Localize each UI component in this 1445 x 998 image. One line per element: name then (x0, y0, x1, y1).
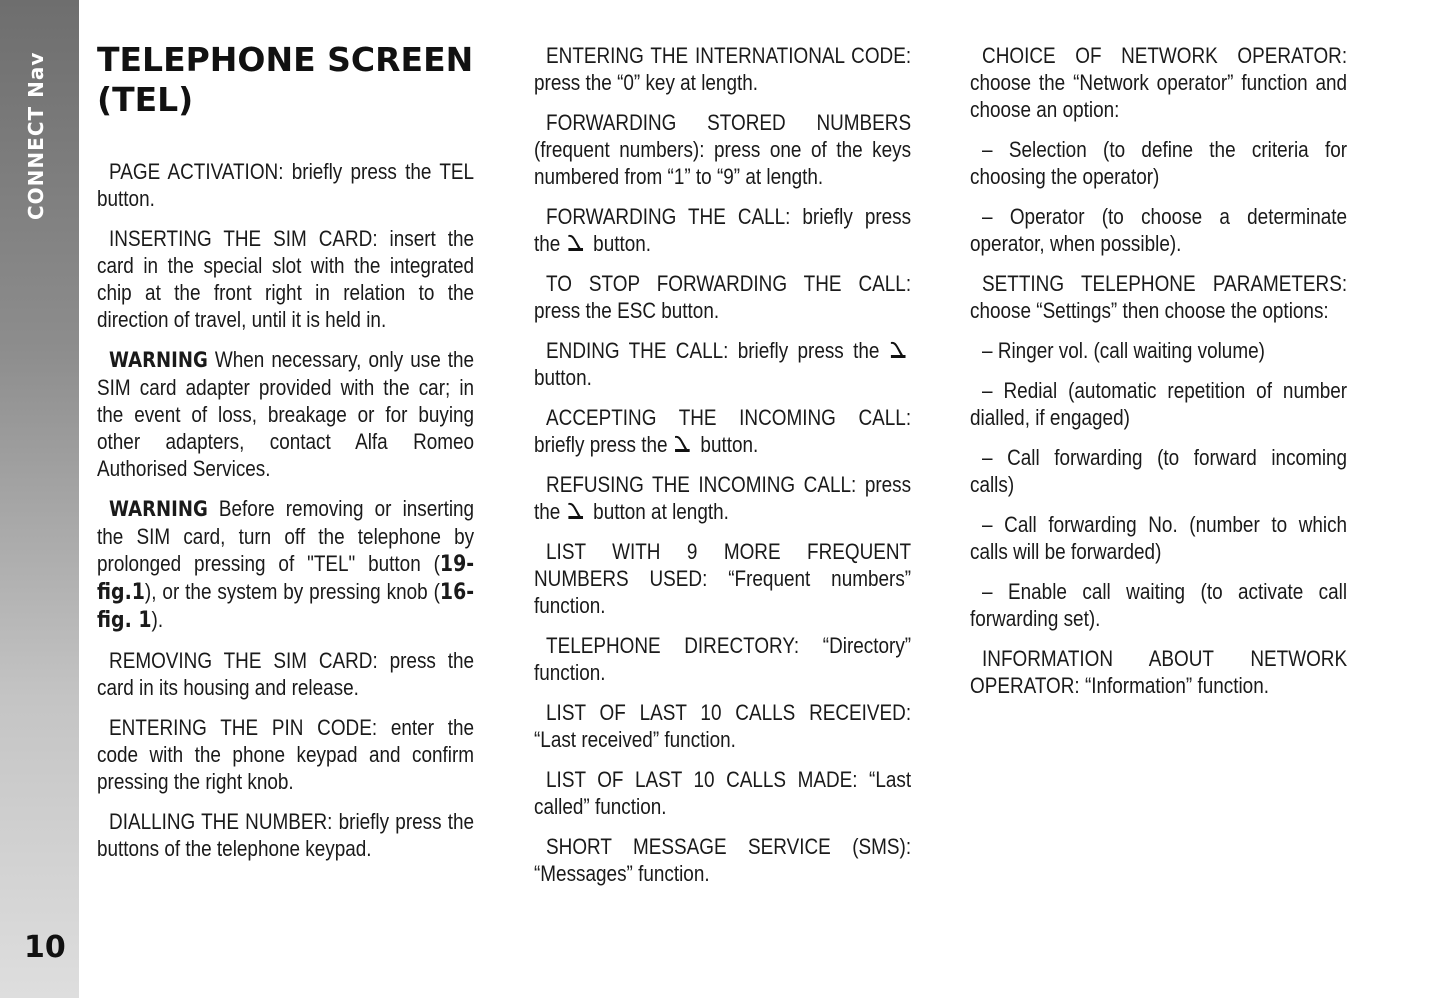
paragraph-pin-code: ENTERING THE PIN CODE: enter the code with the phone keypad and confirm pressing the right knob. (97, 715, 475, 794)
phone-handset-icon (566, 234, 585, 254)
paragraph-inserting-sim: INSERTING THE SIM CARD: insert the card in the special slot with the integrated chip at the front right in relation to the direction of travel, until it is held in. (97, 226, 475, 332)
paragraph-stored-numbers: FORWARDING STORED NUMBERS (frequent numbers): press one of the keys numbered from “1” to “9” at length. (534, 110, 912, 189)
warning-label: WARNING (109, 348, 208, 372)
paragraph-removing-sim: REMOVING THE SIM CARD: press the card in its housing and release. (97, 648, 475, 700)
paragraph-directory: TELEPHONE DIRECTORY: “Directory” function. (534, 633, 912, 685)
phone-handset-icon (566, 502, 585, 522)
paragraph-network-operator: CHOICE OF NETWORK OPERATOR: choose the “Network operator” function and choose an option: (970, 43, 1348, 122)
paragraph-settings: SETTING TELEPHONE PARAMETERS: choose “Settings” then choose the options: (970, 271, 1348, 323)
figure-reference: 16-fig. 1 (97, 580, 475, 633)
paragraph-network-information: INFORMATION ABOUT NETWORK OPERATOR: “Information” function. (970, 646, 1348, 698)
phone-handset-icon (673, 435, 692, 455)
paragraph-redial: – Redial (automatic repetition of number dialled, if engaged) (970, 378, 1348, 430)
paragraph-ending-call: ENDING THE CALL: briefly press the button. (534, 337, 911, 391)
section-label: CONNECT Nav (24, 51, 48, 220)
paragraph-last-received: LIST OF LAST 10 CALLS RECEIVED: “Last received” function. (534, 700, 912, 752)
paragraph-call-forwarding-no: – Call forwarding No. (number to which calls will be forwarded) (970, 512, 1348, 564)
warning-paragraph-2: WARNING Before removing or inserting the SIM card, turn off the telephone by prolonged pressing of "TEL" button (19-fig.1), or the system by pressing knob (16-fig. 1). (97, 496, 475, 633)
paragraph-stop-forwarding: TO STOP FORWARDING THE CALL: press the ESC button. (534, 271, 912, 323)
paragraph-selection: – Selection (to define the criteria for choosing the operator) (970, 137, 1348, 189)
paragraph-refusing-call: REFUSING THE INCOMING CALL: press the button at length. (534, 472, 912, 524)
column-3 (970, 42, 1348, 712)
paragraph-frequent-numbers: LIST WITH 9 MORE FREQUENT NUMBERS USED: “Frequent numbers” function. (534, 539, 912, 618)
paragraph-ringer-vol: – Ringer vol. (call waiting volume) (982, 338, 1265, 363)
paragraph-page-activation: PAGE ACTIVATION: briefly press the TEL button. (97, 159, 475, 211)
sidebar (0, 0, 79, 998)
paragraph-last-called: LIST OF LAST 10 CALLS MADE: “Last called” function. (534, 767, 912, 819)
page-number: 10 (24, 930, 66, 965)
figure-reference: 19-fig.1 (97, 552, 475, 605)
column-1 (97, 40, 475, 875)
paragraph-operator: – Operator (to choose a determinate operator, when possible). (970, 204, 1348, 256)
warning-label: WARNING (109, 497, 208, 521)
paragraph-call-forwarding: – Call forwarding (to forward incoming calls) (970, 445, 1348, 497)
phone-handset-icon (889, 341, 908, 361)
column-2 (534, 42, 912, 900)
paragraph-accepting-call: ACCEPTING THE INCOMING CALL: briefly press the button. (534, 405, 912, 457)
paragraph-call-waiting: – Enable call waiting (to activate call forwarding set). (970, 579, 1348, 631)
warning-paragraph-1: WARNING When necessary, only use the SIM card adapter provided with the car; in the event of loss, breakage or for buying other adapters, contact Alfa Romeo Authorised Services. (97, 347, 475, 481)
paragraph-international-code: ENTERING THE INTERNATIONAL CODE: press the “0” key at length. (534, 43, 912, 95)
paragraph-dialling: DIALLING THE NUMBER: briefly press the buttons of the telephone keypad. (97, 809, 475, 861)
paragraph-forwarding-call: FORWARDING THE CALL: briefly press the button. (534, 204, 912, 256)
page-title: TELEPHONE SCREEN (TEL) (97, 40, 474, 119)
paragraph-sms: SHORT MESSAGE SERVICE (SMS): “Messages” function. (534, 834, 912, 886)
